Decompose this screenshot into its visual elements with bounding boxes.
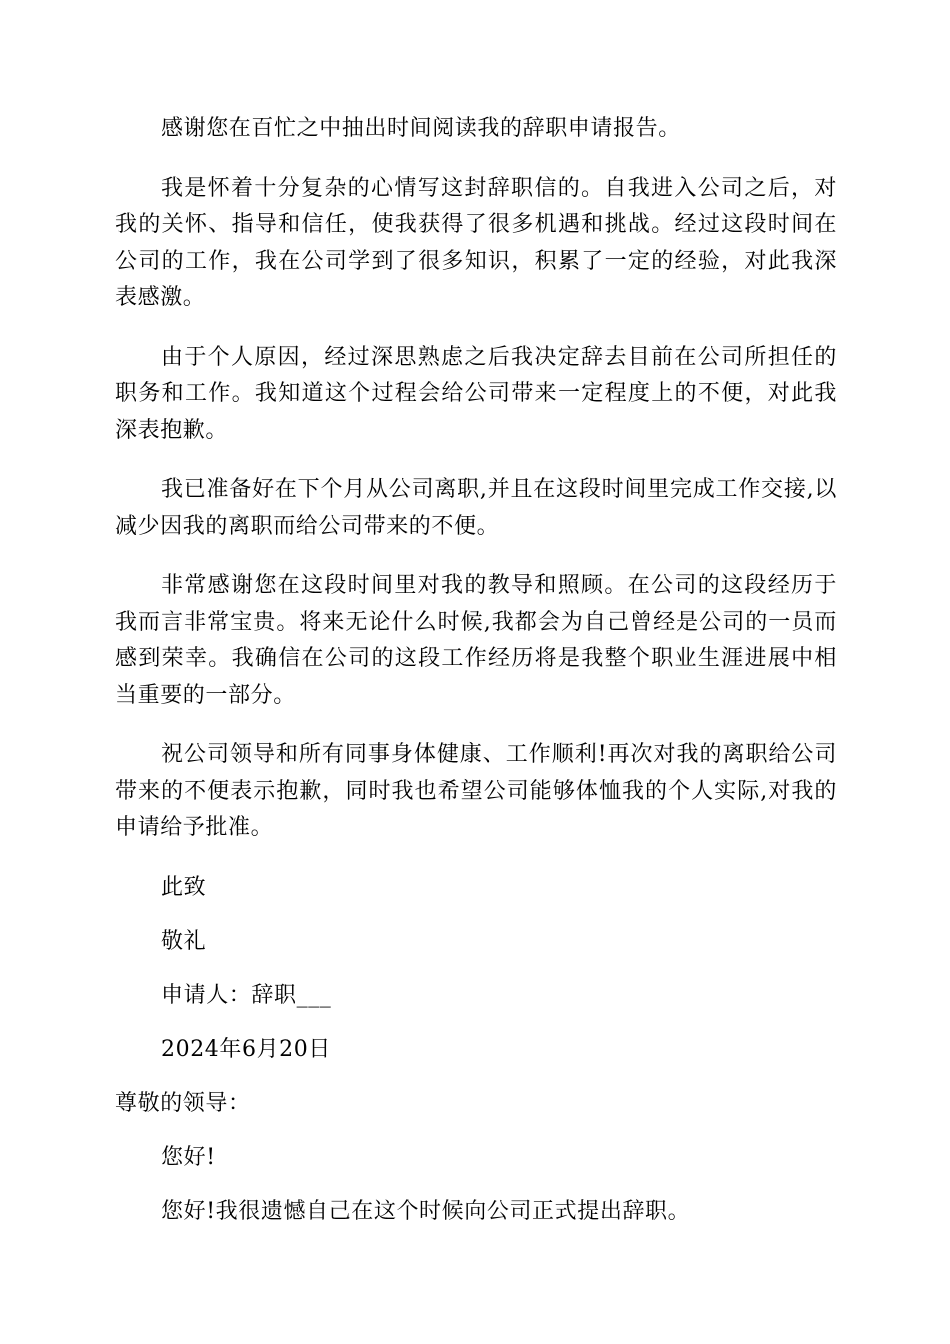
paragraph-wishes: 祝公司领导和所有同事身体健康、工作顺利!再次对我的离职给公司带来的不便表示抱歉，同时我也希望公司能够体恤我的个人实际,对我的申请给予批准。 [115,742,837,840]
salutation: 尊敬的领导： [115,1090,251,1116]
paragraph-thanks: 感谢您在百忙之中抽出时间阅读我的辞职申请报告。 [161,116,681,141]
paragraph-gratitude: 非常感谢您在这段时间里对我的教导和照顾。在公司的这段经历于我而言非常宝贵。将来无论什么时候,我都会为自己曾经是公司的一员而感到荣幸。我确信在公司的这段工作经历将是我整个职业生涯进展中相当重要的一部分。 [115,573,837,708]
closing-line-1: 此致 [161,874,207,900]
second-letter-opening: 您好!我很遗憾自己在这个时候向公司正式提出辞职。 [161,1198,691,1224]
paragraph-feelings: 我是怀着十分复杂的心情写这封辞职信的。自我进入公司之后，对我的关怀、指导和信任，使我获得了很多机遇和挑战。经过这段时间在公司的工作，我在公司学到了很多知识，积累了一定的经验，对此我深表感激。 [115,175,837,310]
applicant-signature: 申请人：辞职___ [161,982,332,1008]
greeting: 您好! [161,1144,216,1170]
paragraph-reason: 由于个人原因，经过深思熟虑之后我决定辞去目前在公司所担任的职务和工作。我知道这个过程会给公司带来一定程度上的不便，对此我深表抱歉。 [115,344,837,443]
letter-body [115,111,837,1248]
closing-line-2: 敬礼 [161,928,207,954]
letter-date: 2024年6月20日 [161,1036,331,1062]
paragraph-handover: 我已准备好在下个月从公司离职,并且在这段时间里完成工作交接,以减少因我的离职而给公司带来的不便。 [115,477,837,539]
